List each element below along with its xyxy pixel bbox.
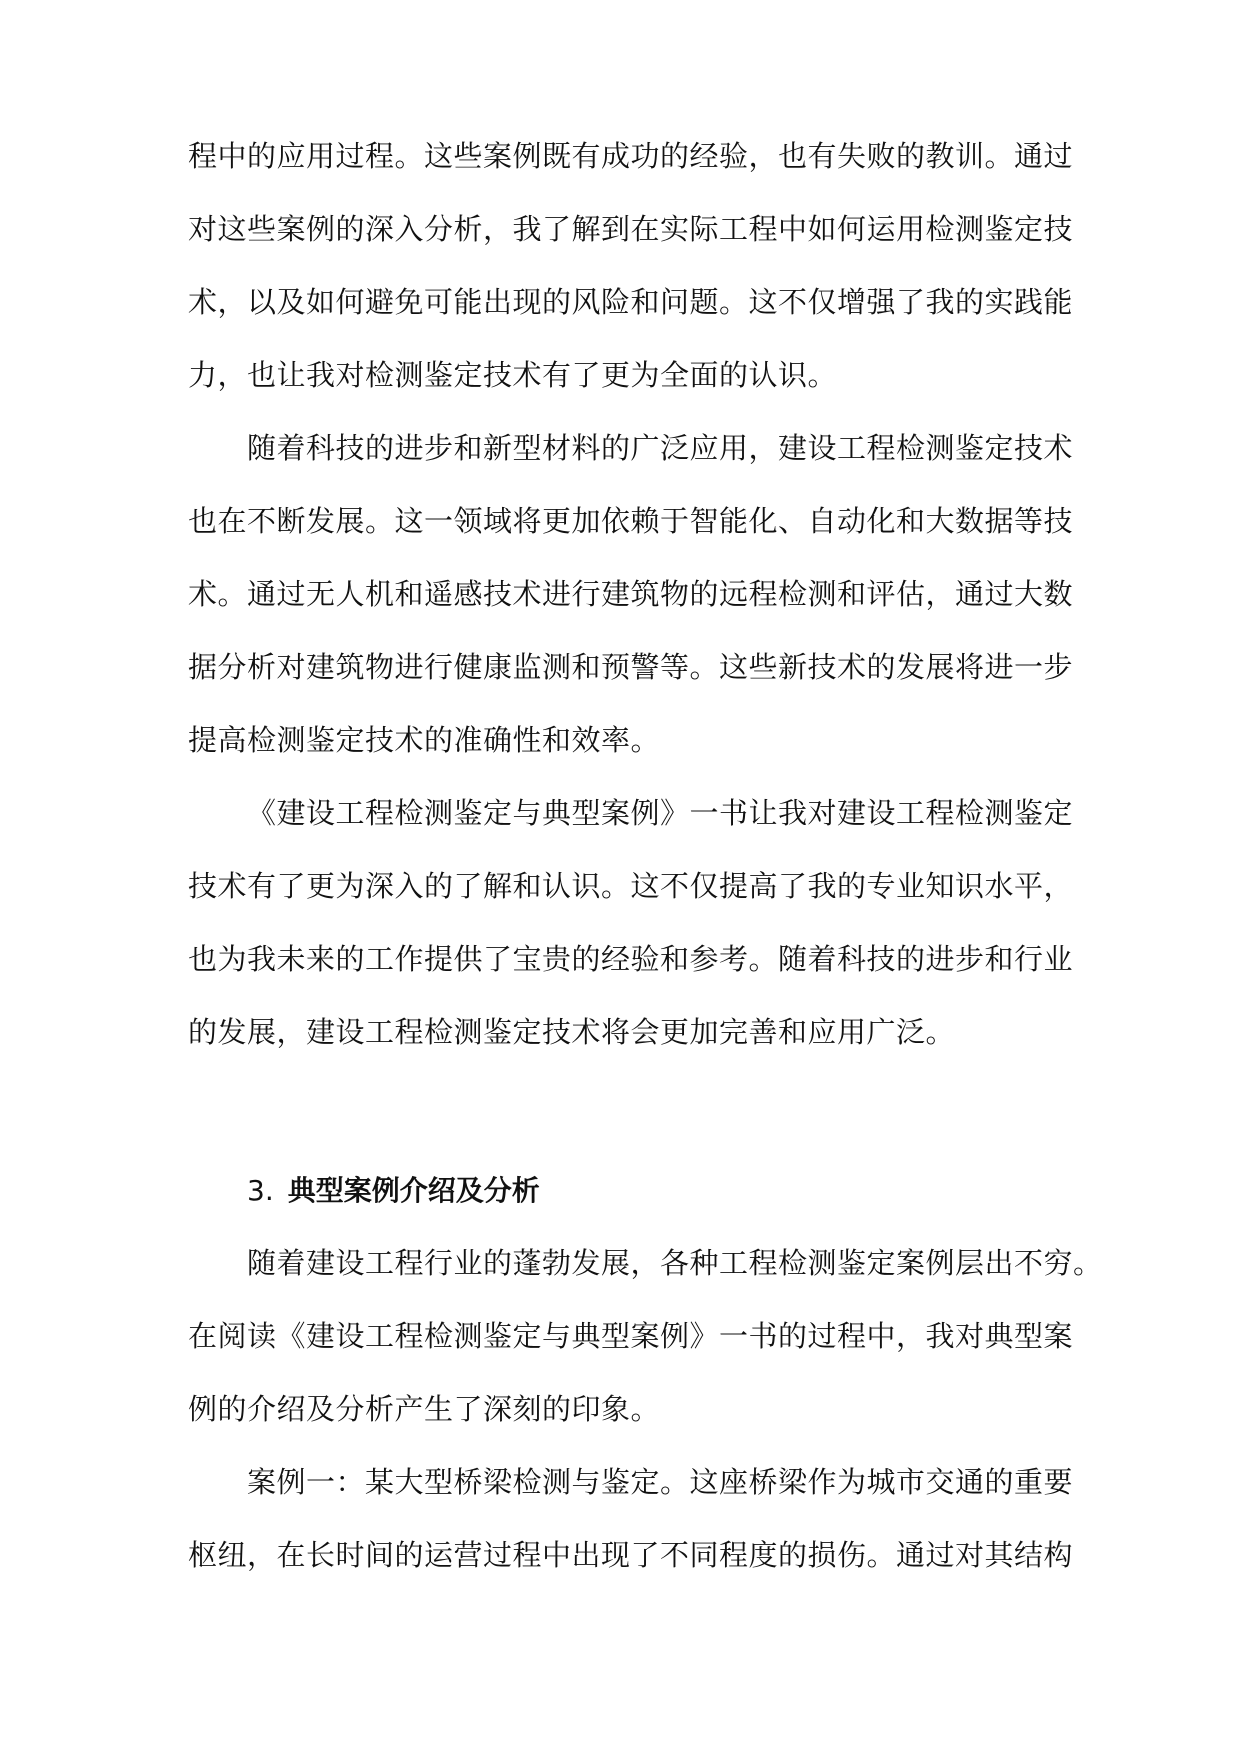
body-paragraph-5 [188, 1446, 1074, 1592]
body-paragraph-4 [188, 1227, 1103, 1446]
section-title: 典型案例介绍及分析 [287, 1174, 540, 1207]
paragraph-line: 技术有了更为深入的了解和认识。这不仅提高了我的专业知识水平， [188, 869, 1074, 903]
paragraph-line: 也在不断发展。这一领域将更加依赖于智能化、自动化和大数据等技 [188, 504, 1074, 538]
paragraph-line: 据分析对建筑物进行健康监测和预警等。这些新技术的发展将进一步 [188, 650, 1074, 684]
paragraph-line: 术。通过无人机和遥感技术进行建筑物的远程检测和评估，通过大数 [188, 577, 1074, 611]
paragraph-line: 术，以及如何避免可能出现的风险和问题。这不仅增强了我的实践能 [188, 285, 1074, 319]
paragraph-line: 的发展，建设工程检测鉴定技术将会更加完善和应用广泛。 [188, 1015, 956, 1049]
paragraph-line: 力，也让我对检测鉴定技术有了更为全面的认识。 [188, 358, 838, 392]
paragraph-line: 提高检测鉴定技术的准确性和效率。 [188, 723, 661, 757]
section-heading [247, 1154, 540, 1227]
paragraph-line: 也为我未来的工作提供了宝贵的经验和参考。随着科技的进步和行业 [188, 942, 1074, 976]
paragraph-line: 对这些案例的深入分析，我了解到在实际工程中如何运用检测鉴定技 [188, 212, 1074, 246]
paragraph-line: 例的介绍及分析产生了深刻的印象。 [188, 1392, 661, 1426]
body-paragraph-2 [188, 412, 1074, 777]
paragraph-line: 《建设工程检测鉴定与典型案例》一书让我对建设工程检测鉴定 [247, 796, 1074, 830]
paragraph-line: 案例一：某大型桥梁检测与鉴定。这座桥梁作为城市交通的重要 [247, 1465, 1074, 1499]
paragraph-line: 枢纽，在长时间的运营过程中出现了不同程度的损伤。通过对其结构 [188, 1538, 1074, 1572]
body-paragraph-3 [188, 777, 1074, 1069]
paragraph-line: 在阅读《建设工程检测鉴定与典型案例》一书的过程中，我对典型案 [188, 1319, 1074, 1353]
paragraph-line: 随着建设工程行业的蓬勃发展，各种工程检测鉴定案例层出不穷。 [247, 1246, 1103, 1280]
paragraph-line: 随着科技的进步和新型材料的广泛应用，建设工程检测鉴定技术 [247, 431, 1074, 465]
body-paragraph-1 [188, 120, 1074, 412]
paragraph-line: 程中的应用过程。这些案例既有成功的经验，也有失败的教训。通过 [188, 139, 1074, 173]
section-number: 3. [247, 1174, 274, 1207]
